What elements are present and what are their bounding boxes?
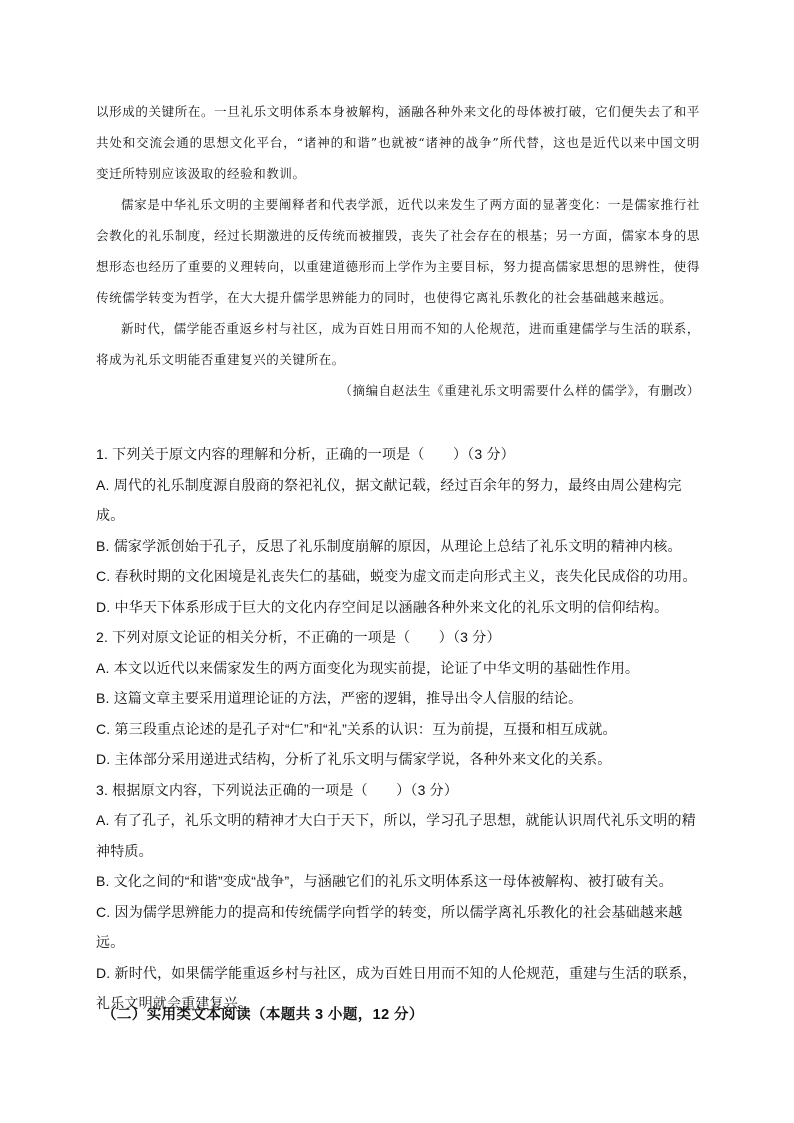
question-option: C. 第三段重点论述的是孔子对“仁”和“礼”关系的认识：互为前提，互摄和相互成就。 — [96, 720, 617, 737]
question-2 — [96, 622, 702, 775]
passage-paragraph-1: 以形成的关键所在。一旦礼乐文明体系本身被解构，涵融各种外来文化的母体被打破，它们便失去了和平共处和交流会通的思想文化平台，“诸神的和谐”也就被“诸神的战争”所代替，这也是近代以来中国文明变迁所特别应该汲取的经验和教训。 — [96, 104, 700, 181]
question-option: D. 中华天下体系形成于巨大的文化内存空间足以涵融各种外来文化的礼乐文明的信仰结构。 — [96, 598, 669, 615]
question-1 — [96, 439, 702, 622]
question-stem: 1. 下列关于原文内容的理解和分析，正确的一项是（ ）（3 分） — [96, 446, 515, 462]
question-option: D. 新时代，如果儒学能重返乡村与社区，成为百姓日用而不知的人伦规范，重建与生活的联系，礼乐文明就会重建复兴。 — [96, 964, 697, 1011]
question-option: D. 主体部分采用递进式结构，分析了礼乐文明与儒家学说，各种外来文化的关系。 — [96, 751, 612, 767]
question-option: A. 本文以近代以来儒家发生的两方面变化为现实前提，论证了中华文明的基础性作用。 — [96, 659, 640, 676]
question-stem: 3. 根据原文内容，下列说法正确的一项是（ ）（3 分） — [96, 781, 459, 798]
passage-paragraph-3: 新时代，儒学能否重返乡村与社区，成为百姓日用而不知的人伦规范，进而重建儒学与生活的联系，将成为礼乐文明能否重建复兴的关键所在。 — [96, 321, 700, 367]
question-option: B. 儒家学派创始于孔子，反思了礼乐制度崩解的原因，从理论上总结了礼乐文明的精神内核。 — [96, 537, 682, 554]
question-option: A. 周代的礼乐制度源自殷商的祭祀礼仪，据文献记载，经过百余年的努力，最终由周公建构完成。 — [96, 476, 682, 523]
question-stem: 2. 下列对原文论证的相关分析，不正确的一项是（ ）（3 分） — [96, 629, 501, 645]
question-option: C. 因为儒学思辨能力的提高和传统儒学向哲学的转变，所以儒学离礼乐教化的社会基础越来越远。 — [96, 903, 683, 950]
question-option: B. 文化之间的“和谐”变成“战争”，与涵融它们的礼乐文明体系这一母体被解构、被打破有关。 — [96, 873, 673, 889]
question-option: C. 春秋时期的文化困境是礼丧失仁的基础，蜕变为虚文而走向形式主义，丧失化民成俗的功用。 — [96, 568, 697, 584]
question-option: A. 有了孔子，礼乐文明的精神才大白于天下，所以，学习孔子思想，就能认识周代礼乐文明的精神特质。 — [96, 812, 696, 859]
question-option: B. 这篇文章主要采用道理论证的方法，严密的逻辑，推导出令人信服的结论。 — [96, 690, 583, 706]
reading-passage — [96, 96, 700, 406]
section-heading: （二）实用类文本阅读（本题共 3 小题，12 分） — [102, 1007, 424, 1023]
question-3 — [96, 775, 702, 1019]
passage-paragraph-2: 儒家是中华礼乐文明的主要阐释者和代表学派，近代以来发生了两方面的显著变化：一是儒家推行社会教化的礼乐制度，经过长期激进的反传统而被摧毁，丧失了社会存在的根基；另一方面，儒家本身的思想形态也经历了重要的义理转向，以重建道德形而上学作为主要目标，努力提高儒家思想的思辨性，使得传统儒学转变为哲学，在大大提升儒学思辨能力的同时，也使得它离礼乐教化的社会基础越来越远。 — [96, 197, 700, 305]
passage-source: （摘编自赵法生《重建礼乐文明需要什么样的儒学》，有删改） — [339, 383, 700, 398]
question-list — [96, 439, 702, 1019]
